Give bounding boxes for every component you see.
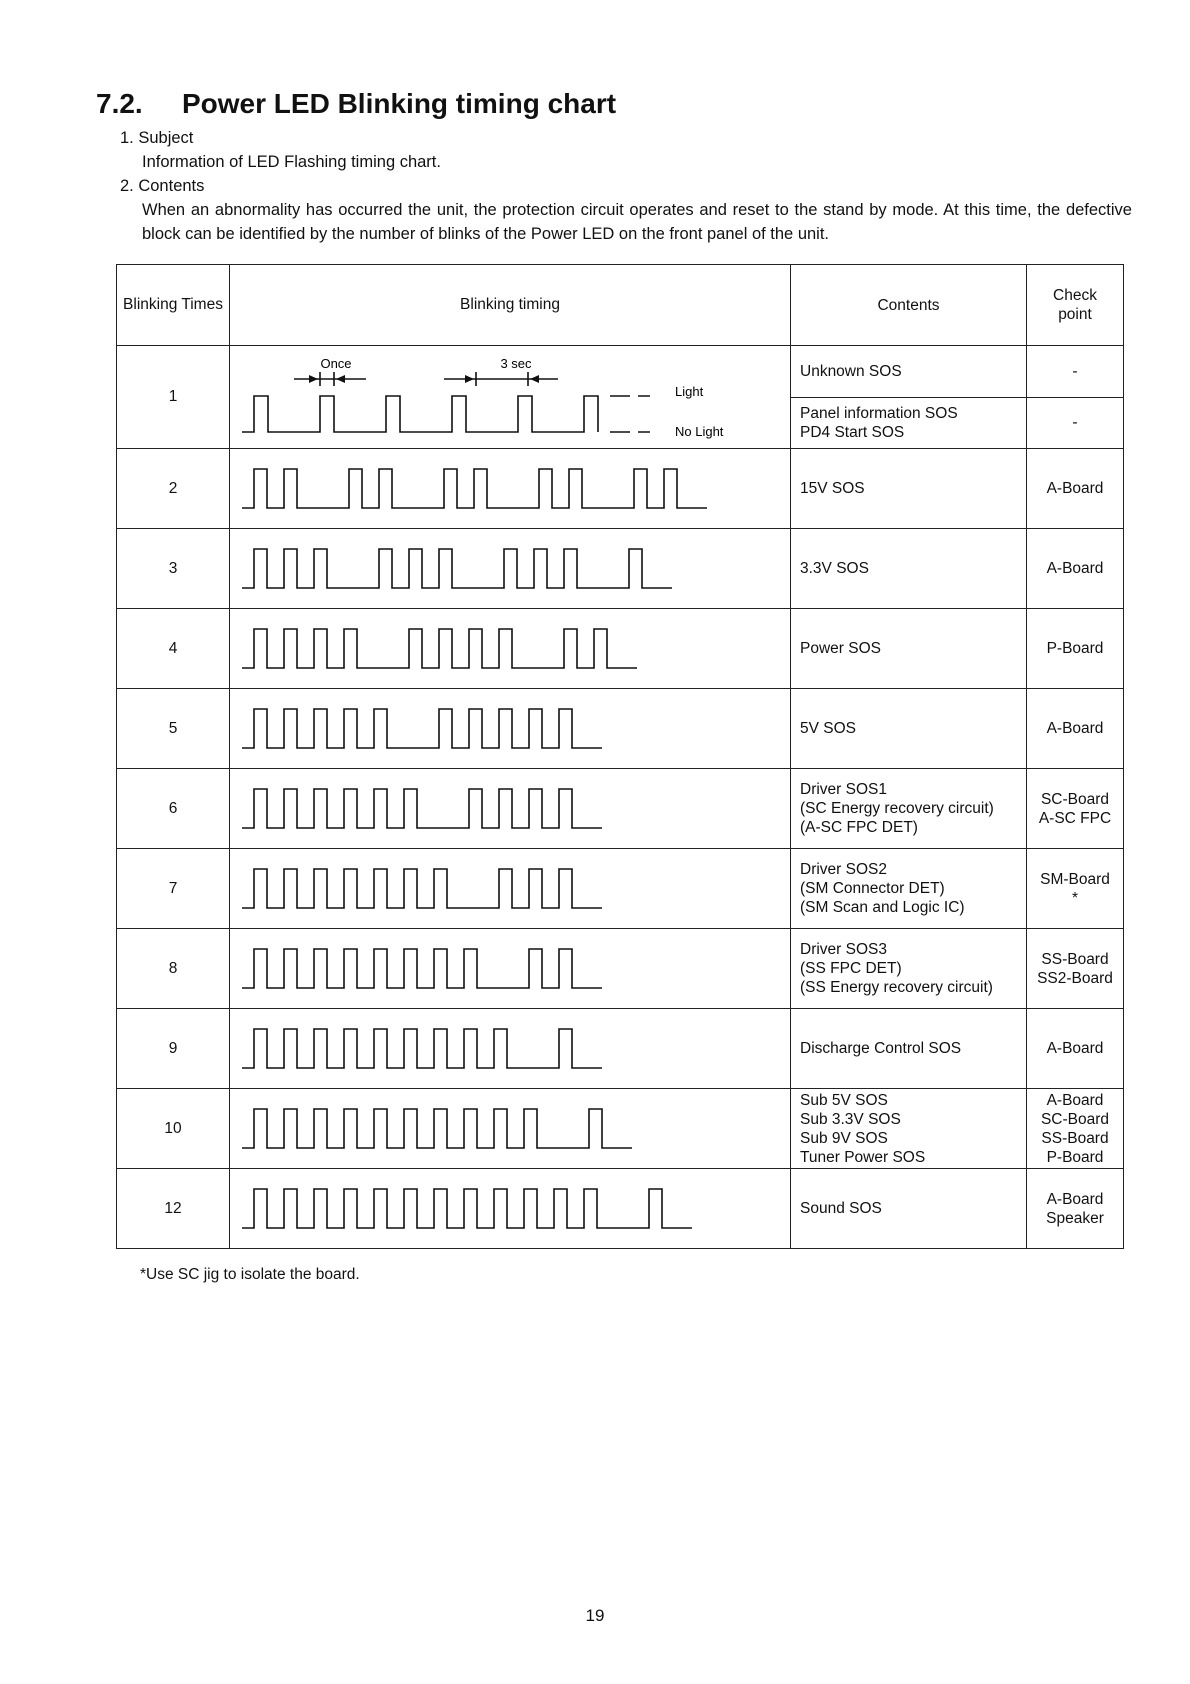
row1-timing-cell [230,346,791,449]
pulse-waveform [242,1189,692,1228]
row-timing-cell [230,1089,791,1169]
row-contents: Power SOS [791,609,1027,689]
row-timing-cell [230,449,791,529]
three-sec-dimension-line [444,372,558,386]
pulse-waveform [242,1029,602,1068]
row-times: 7 [117,849,230,929]
table-row [117,849,1124,929]
legend-light: Light [675,384,704,399]
row-waveform [230,529,790,608]
dimension-arrow [309,375,318,383]
dimension-arrow [530,375,539,383]
subject-label: 1. Subject [120,129,194,147]
contents-text: When an abnormality has occurred the unit, the protection circuit operates and reset to the stand by mode. At this time, the defective block can be identified by the number of blinks of the Power LED on the front panel of the unit. [142,201,1132,243]
row1-waveform [230,346,790,448]
subject-text: Information of LED Flashing timing chart. [142,153,441,171]
row1a-check: - [1027,346,1124,398]
row-times: 9 [117,1009,230,1089]
row-check: P-Board [1027,609,1124,689]
pulse-waveform [242,789,602,828]
row-times: 4 [117,609,230,689]
intro-item-2 [120,174,204,198]
row-check: SM-Board * [1027,849,1124,929]
row1b-check: - [1027,397,1124,449]
dimension-arrow [336,375,345,383]
row-contents: Sub 5V SOS Sub 3.3V SOS Sub 9V SOS Tuner Power SOS [791,1089,1027,1169]
row1a-contents: Unknown SOS [791,346,1027,398]
row-waveform [230,689,790,768]
table-row [117,769,1124,849]
row-check: A-Board SC-Board SS-Board P-Board [1027,1089,1124,1169]
section-heading [96,88,616,120]
header-blinking-timing: Blinking timing [230,265,791,346]
row-times: 5 [117,689,230,769]
row-times: 10 [117,1089,230,1169]
row-waveform [230,1009,790,1088]
row-times: 12 [117,1169,230,1249]
pulse-waveform [242,396,598,432]
table-row [117,689,1124,769]
row-timing-cell [230,1009,791,1089]
row-contents: Driver SOS1 (SC Energy recovery circuit) (A-SC FPC DET) [791,769,1027,849]
row-timing-cell [230,849,791,929]
once-dimension-line [294,372,366,386]
row-check: A-Board [1027,529,1124,609]
row-check: A-Board Speaker [1027,1169,1124,1249]
row-timing-cell [230,929,791,1009]
row-timing-cell [230,769,791,849]
pulse-waveform [242,549,672,588]
row-times: 3 [117,529,230,609]
table-body [117,449,1124,1249]
table-row [117,1089,1124,1169]
row-contents: Discharge Control SOS [791,1009,1027,1089]
header-contents: Contents [791,265,1027,346]
table-row [117,346,1124,398]
row-waveform [230,929,790,1008]
pulse-waveform [242,1109,632,1148]
section-title: Power LED Blinking timing chart [182,88,617,119]
contents-label: 2. Contents [120,177,205,195]
row-check: SS-Board SS2-Board [1027,929,1124,1009]
row-check: A-Board [1027,449,1124,529]
row-check: SC-Board A-SC FPC [1027,769,1124,849]
legend-once: Once [320,356,352,371]
row-timing-cell [230,689,791,769]
row-waveform [230,1089,790,1168]
row-times: 8 [117,929,230,1009]
row1b-contents: Panel information SOS PD4 Start SOS [791,397,1027,449]
row-waveform [230,449,790,528]
row-contents: 5V SOS [791,689,1027,769]
row-waveform [230,609,790,688]
header-check-point: Check point [1027,265,1124,346]
header-blinking-times: Blinking Times [117,265,230,346]
row-timing-cell [230,609,791,689]
row-times: 2 [117,449,230,529]
table-row [117,1009,1124,1089]
table-row [117,609,1124,689]
row-waveform [230,1169,790,1248]
page-number: 19 [585,1606,605,1625]
row-contents: Driver SOS3 (SS FPC DET) (SS Energy recovery circuit) [791,929,1027,1009]
legend-three-sec: 3 sec [500,356,532,371]
row-waveform [230,769,790,848]
row-contents: 3.3V SOS [791,529,1027,609]
row-contents: 15V SOS [791,449,1027,529]
row-contents: Driver SOS2 (SM Connector DET) (SM Scan and Logic IC) [791,849,1027,929]
footnote: *Use SC jig to isolate the board. [140,1266,360,1283]
table-row [117,1169,1124,1249]
row-timing-cell [230,529,791,609]
section-number: 7.2. [96,88,143,119]
row-contents: Sound SOS [791,1169,1027,1249]
blinking-timing-table [116,264,1124,1249]
dimension-arrow [465,375,474,383]
row-check: A-Board [1027,1009,1124,1089]
pulse-waveform [242,949,602,988]
pulse-waveform [242,869,602,908]
pulse-waveform [242,629,637,668]
row-waveform [230,849,790,928]
table-row [117,929,1124,1009]
row-times: 6 [117,769,230,849]
row1-times: 1 [117,346,230,449]
pulse-waveform [242,709,602,748]
table-row [117,529,1124,609]
pulse-waveform [242,469,707,508]
table-row [117,449,1124,529]
row-check: A-Board [1027,689,1124,769]
row-timing-cell [230,1169,791,1249]
intro-item-1 [120,126,441,174]
legend-no-light: No Light [675,424,724,439]
table-header-row [117,265,1124,346]
